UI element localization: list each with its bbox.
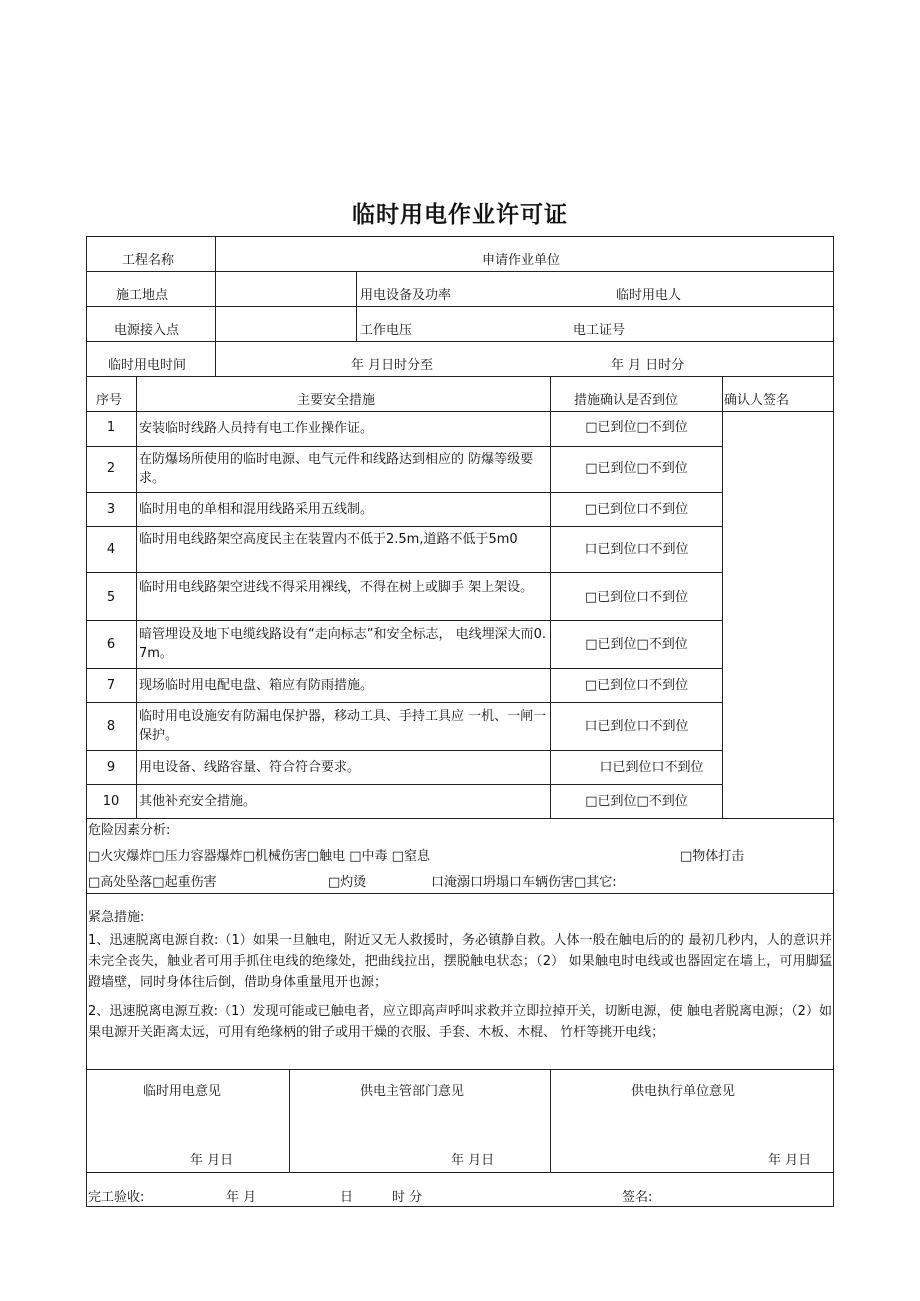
rule: [86, 446, 722, 447]
row-measure: 临时用电线路架空高度民主在装置内不低于2.5m,道路不低于5m0: [139, 532, 518, 547]
col-confirm-header: 措施确认是否到位: [574, 393, 679, 408]
row-status: □已到位口不到位: [584, 590, 689, 605]
rule: [86, 306, 834, 307]
row-no: 2: [106, 461, 116, 476]
row-no: 7: [106, 678, 116, 693]
hazard-line2-others: 口淹溺口坍塌口车辆伤害□其它:: [431, 875, 617, 890]
time-label: 临时用电时间: [108, 358, 187, 373]
row-status: 口已到位口不到位: [584, 542, 689, 557]
row-measure: 用电设备、线路容量、符合符合要求。: [139, 760, 361, 775]
project-name-label: 工程名称: [122, 253, 175, 268]
hazard-label: 危险因素分析:: [88, 823, 171, 838]
time-from: 年 月日时分至: [351, 358, 434, 373]
equipment-label: 用电设备及功率: [360, 288, 452, 303]
row-status: □已到位□不到位: [585, 461, 688, 476]
row-measure: 临时用电的单相和混用线路采用五线制。: [139, 502, 374, 517]
rule: [86, 750, 722, 751]
rule: [86, 526, 722, 527]
user-opinion-date: 年 月日: [190, 1153, 234, 1168]
row-status: 口已到位口不到位: [599, 760, 704, 775]
row-status: □已到位口不到位: [584, 502, 689, 517]
row-status: □已到位□不到位: [585, 420, 688, 435]
rule: [356, 271, 357, 341]
emergency-mutual-rescue: 2、迅速脱离电源互救:（1）发现可能或已触电者，应立即高声呼叫求救并立即拉掉开关，切断电源，使 触电者脱离电源；（2）如果电源开关距离太远，可用有绝缘柄的钳子或用干燥的衣服、手套、木板、木棍、 竹杆等挑开电线；: [88, 1004, 832, 1040]
rule: [86, 341, 834, 342]
user-opinion-label: 临时用电意见: [143, 1084, 222, 1099]
row-no: 4: [106, 542, 116, 557]
row-measure: 安装临时线路人员持有电工作业操作证。: [139, 421, 374, 436]
row-status: □已到位□不到位: [585, 794, 688, 809]
rule: [86, 620, 722, 621]
rule: [86, 236, 834, 237]
rule: [289, 1069, 290, 1172]
row-status: 口已到位口不到位: [584, 719, 689, 734]
emergency-label: 紧急措施:: [88, 910, 145, 925]
rule: [86, 1069, 834, 1070]
voltage-label: 工作电压: [360, 323, 413, 338]
site-label: 施工地点: [116, 288, 169, 303]
row-no: 10: [102, 794, 120, 809]
row-no: 8: [106, 719, 116, 734]
hazard-line1-extra: □物体打击: [680, 849, 745, 864]
rule: [86, 784, 722, 785]
acceptance-day: 日: [340, 1190, 354, 1205]
hazard-line2: □高处坠落□起重伤害: [88, 875, 217, 890]
cert-label: 电工证号: [573, 323, 626, 338]
row-measure: 临时用电线路架空进线不得采用裸线，不得在树上或脚手 架上架设。: [139, 580, 534, 595]
rule: [86, 702, 722, 703]
acceptance-year-month: 年 月: [226, 1190, 257, 1205]
row-no: 5: [106, 590, 116, 605]
source-label: 电源接入点: [114, 323, 180, 338]
dept-opinion-date: 年 月日: [451, 1153, 495, 1168]
rule: [86, 492, 722, 493]
row-status: □已到位口不到位: [584, 678, 689, 693]
exec-opinion-label: 供电执行单位意见: [631, 1084, 736, 1099]
user-label: 临时用电人: [616, 288, 682, 303]
time-to: 年 月 日时分: [611, 358, 685, 373]
rule: [86, 572, 722, 573]
row-no: 9: [106, 760, 116, 775]
col-no-header: 序号: [96, 393, 123, 408]
row-no: 1: [106, 420, 116, 435]
row-measure: 现场临时用电配电盘、箱应有防雨措施。: [139, 678, 374, 693]
rule: [86, 271, 834, 272]
rule: [722, 376, 723, 818]
rule: [550, 1069, 551, 1172]
sign-label: 签名:: [622, 1190, 653, 1205]
rule: [86, 1172, 834, 1173]
rule: [86, 1206, 834, 1207]
page-title: 临时用电作业许可证: [352, 202, 568, 228]
row-measure: 临时用电设施安有防漏电保护器，移动工具、手持工具应 一机、一闸一保护。: [139, 709, 547, 743]
exec-opinion-date: 年 月日: [768, 1153, 812, 1168]
row-status: □已到位□不到位: [585, 637, 688, 652]
rule: [833, 236, 834, 1207]
col-sign-header: 确认人签名: [724, 393, 790, 408]
hazard-line2-burn: □灼烫: [328, 875, 367, 890]
acceptance-time: 时 分: [392, 1190, 423, 1205]
row-measure: 其他补充安全措施。: [139, 794, 257, 809]
rule: [86, 893, 834, 894]
acceptance-label: 完工验收:: [88, 1190, 145, 1205]
col-measure-header: 主要安全措施: [297, 393, 376, 408]
rule: [136, 376, 137, 818]
dept-opinion-label: 供电主管部门意见: [360, 1084, 465, 1099]
permit-form: [86, 236, 834, 1207]
rule: [86, 668, 722, 669]
rule: [215, 341, 216, 376]
row-measure: 暗管埋设及地下电缆线路设有“走向标志”和安全标志， 电线埋深大而0. 7m。: [139, 627, 547, 661]
hazard-line1: □火灾爆炸□压力容器爆炸□机械伤害□触电 □中毒 □窒息: [88, 849, 430, 864]
rule: [86, 818, 834, 819]
applicant-label: 申请作业单位: [482, 253, 561, 268]
row-measure: 在防爆场所使用的临时电源、电气元件和线路达到相应的 防爆等级要求。: [139, 452, 534, 486]
emergency-self-rescue: 1、迅速脱离电源自救:（1）如果一旦触电，附近又无人救援时，务必镇静自救。人体一般在触电后的的 最初几秒内，人的意识并未完全丧失，触业者可用手抓住电线的绝缘处，把曲线拉出，摆脱触电状态；（2） 如果触电时电线或也器固定在墙上，可用脚猛蹬墙壁，同时身体往后倒，借助身体重量甩开也源；: [88, 933, 832, 990]
row-no: 6: [106, 637, 116, 652]
row-no: 3: [106, 502, 116, 517]
